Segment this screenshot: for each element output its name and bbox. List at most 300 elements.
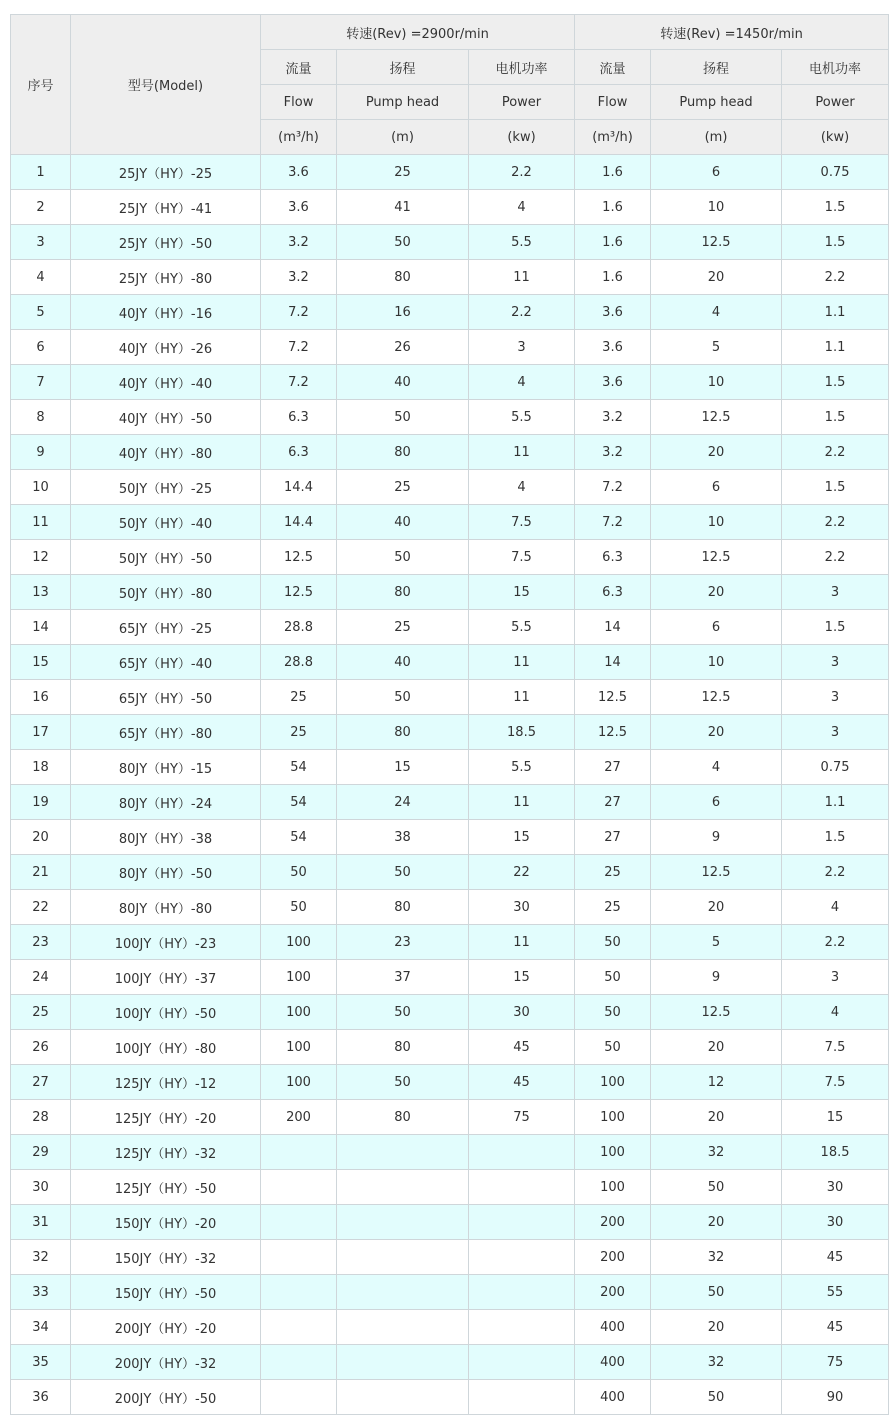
- flow-cn-header: 流量: [575, 50, 651, 85]
- cell-no: 15: [11, 645, 71, 680]
- table-row: [11, 680, 889, 715]
- cell-no: 33: [11, 1275, 71, 1310]
- cell-head-1450: 5: [651, 330, 782, 365]
- cell-flow-1450: 100: [575, 1135, 651, 1170]
- cell-flow-2900: 3.2: [261, 225, 337, 260]
- cell-flow-2900: 7.2: [261, 330, 337, 365]
- cell-power-1450: 90: [782, 1380, 889, 1415]
- cell-no: 10: [11, 470, 71, 505]
- cell-flow-2900: 6.3: [261, 400, 337, 435]
- table-row: [11, 645, 889, 680]
- cell-power-2900: 5.5: [469, 400, 575, 435]
- cell-head-1450: 12.5: [651, 680, 782, 715]
- cell-model: 40JY（HY）-80: [71, 435, 261, 470]
- cell-flow-1450: 12.5: [575, 715, 651, 750]
- cell-no: 36: [11, 1380, 71, 1415]
- cell-flow-1450: 400: [575, 1345, 651, 1380]
- cell-head-2900: 50: [337, 225, 469, 260]
- cell-power-1450: 18.5: [782, 1135, 889, 1170]
- cell-head-2900: 50: [337, 855, 469, 890]
- table-row: [11, 1240, 889, 1275]
- cell-head-1450: 50: [651, 1380, 782, 1415]
- cell-power-1450: 45: [782, 1310, 889, 1345]
- cell-head-1450: 9: [651, 820, 782, 855]
- cell-power-1450: 1.5: [782, 225, 889, 260]
- cell-head-1450: 6: [651, 610, 782, 645]
- cell-flow-2900: 200: [261, 1100, 337, 1135]
- cell-head-2900: [337, 1310, 469, 1345]
- cell-model: 25JY（HY）-25: [71, 155, 261, 190]
- table-row: [11, 505, 889, 540]
- cell-flow-1450: 3.6: [575, 295, 651, 330]
- cell-model: 150JY（HY）-20: [71, 1205, 261, 1240]
- cell-no: 32: [11, 1240, 71, 1275]
- cell-head-2900: 25: [337, 470, 469, 505]
- cell-model: 125JY（HY）-32: [71, 1135, 261, 1170]
- cell-head-1450: 9: [651, 960, 782, 995]
- cell-model: 100JY（HY）-37: [71, 960, 261, 995]
- table-row: [11, 1310, 889, 1345]
- cell-flow-1450: 3.2: [575, 435, 651, 470]
- cell-flow-2900: 54: [261, 820, 337, 855]
- table-row: [11, 1135, 889, 1170]
- cell-model: 65JY（HY）-80: [71, 715, 261, 750]
- cell-flow-1450: 50: [575, 1030, 651, 1065]
- cell-head-2900: 41: [337, 190, 469, 225]
- cell-no: 12: [11, 540, 71, 575]
- cell-power-2900: 4: [469, 470, 575, 505]
- cell-power-2900: 18.5: [469, 715, 575, 750]
- cell-flow-1450: 27: [575, 785, 651, 820]
- table-row: [11, 155, 889, 190]
- cell-flow-1450: 400: [575, 1380, 651, 1415]
- cell-power-1450: 3: [782, 645, 889, 680]
- cell-model: 65JY（HY）-25: [71, 610, 261, 645]
- cell-power-1450: 30: [782, 1170, 889, 1205]
- head-en-header: Pump head: [651, 85, 782, 120]
- cell-head-2900: 40: [337, 365, 469, 400]
- cell-flow-2900: 12.5: [261, 575, 337, 610]
- cell-power-1450: 2.2: [782, 540, 889, 575]
- cell-power-1450: 3: [782, 960, 889, 995]
- table-body: [11, 155, 889, 1415]
- cell-head-1450: 6: [651, 155, 782, 190]
- cell-head-2900: 38: [337, 820, 469, 855]
- cell-head-2900: 16: [337, 295, 469, 330]
- cell-model: 80JY（HY）-80: [71, 890, 261, 925]
- cell-power-2900: [469, 1310, 575, 1345]
- cell-flow-1450: 50: [575, 995, 651, 1030]
- cell-model: 40JY（HY）-26: [71, 330, 261, 365]
- cell-flow-2900: 3.6: [261, 190, 337, 225]
- cell-flow-2900: 7.2: [261, 365, 337, 400]
- cell-head-2900: 50: [337, 400, 469, 435]
- cell-model: 40JY（HY）-40: [71, 365, 261, 400]
- cell-no: 28: [11, 1100, 71, 1135]
- cell-no: 18: [11, 750, 71, 785]
- cell-head-1450: 50: [651, 1170, 782, 1205]
- cell-power-1450: 1.5: [782, 470, 889, 505]
- cell-no: 34: [11, 1310, 71, 1345]
- power-unit-header: (kw): [782, 120, 889, 155]
- cell-power-1450: 2.2: [782, 505, 889, 540]
- cell-model: 40JY（HY）-16: [71, 295, 261, 330]
- cell-no: 27: [11, 1065, 71, 1100]
- cell-model: 125JY（HY）-12: [71, 1065, 261, 1100]
- cell-model: 100JY（HY）-80: [71, 1030, 261, 1065]
- cell-model: 65JY（HY）-40: [71, 645, 261, 680]
- cell-no: 21: [11, 855, 71, 890]
- cell-power-2900: [469, 1345, 575, 1380]
- cell-head-1450: 20: [651, 1030, 782, 1065]
- table-row: [11, 190, 889, 225]
- cell-flow-2900: [261, 1170, 337, 1205]
- cell-power-1450: 7.5: [782, 1030, 889, 1065]
- cell-no: 19: [11, 785, 71, 820]
- cell-flow-2900: 50: [261, 855, 337, 890]
- cell-flow-2900: 6.3: [261, 435, 337, 470]
- cell-power-2900: 11: [469, 925, 575, 960]
- cell-flow-2900: 100: [261, 1065, 337, 1100]
- cell-head-2900: 80: [337, 1030, 469, 1065]
- cell-flow-1450: 100: [575, 1170, 651, 1205]
- cell-head-1450: 20: [651, 1205, 782, 1240]
- cell-model: 200JY（HY）-32: [71, 1345, 261, 1380]
- cell-head-1450: 10: [651, 190, 782, 225]
- cell-no: 3: [11, 225, 71, 260]
- cell-head-1450: 5: [651, 925, 782, 960]
- col-no-header: 序号: [11, 15, 71, 155]
- flow-unit-header: (m³/h): [261, 120, 337, 155]
- table-row: [11, 365, 889, 400]
- table-row: [11, 890, 889, 925]
- cell-model: 80JY（HY）-24: [71, 785, 261, 820]
- cell-head-2900: 80: [337, 890, 469, 925]
- cell-head-1450: 50: [651, 1275, 782, 1310]
- cell-no: 29: [11, 1135, 71, 1170]
- cell-power-2900: 11: [469, 785, 575, 820]
- cell-head-2900: 24: [337, 785, 469, 820]
- cell-head-1450: 4: [651, 750, 782, 785]
- cell-flow-2900: 12.5: [261, 540, 337, 575]
- cell-power-1450: 0.75: [782, 750, 889, 785]
- cell-head-1450: 6: [651, 470, 782, 505]
- cell-power-2900: 75: [469, 1100, 575, 1135]
- cell-head-1450: 32: [651, 1345, 782, 1380]
- cell-power-2900: 30: [469, 995, 575, 1030]
- cell-head-2900: 40: [337, 645, 469, 680]
- cell-head-2900: [337, 1170, 469, 1205]
- cell-power-1450: 75: [782, 1345, 889, 1380]
- cell-power-2900: 22: [469, 855, 575, 890]
- cell-flow-1450: 3.6: [575, 330, 651, 365]
- cell-power-2900: 45: [469, 1030, 575, 1065]
- table-row: [11, 1380, 889, 1415]
- power-cn-header: 电机功率: [782, 50, 889, 85]
- cell-model: 80JY（HY）-38: [71, 820, 261, 855]
- cell-power-1450: 4: [782, 890, 889, 925]
- cell-power-2900: 11: [469, 680, 575, 715]
- cell-head-2900: 40: [337, 505, 469, 540]
- cell-flow-2900: 100: [261, 960, 337, 995]
- table-row: [11, 295, 889, 330]
- cell-head-1450: 12.5: [651, 855, 782, 890]
- cell-head-1450: 20: [651, 1100, 782, 1135]
- cell-flow-2900: [261, 1345, 337, 1380]
- cell-model: 50JY（HY）-50: [71, 540, 261, 575]
- cell-power-1450: 30: [782, 1205, 889, 1240]
- cell-head-1450: 20: [651, 1310, 782, 1345]
- cell-power-1450: 15: [782, 1100, 889, 1135]
- cell-head-1450: 20: [651, 260, 782, 295]
- cell-power-2900: [469, 1380, 575, 1415]
- flow-en-header: Flow: [261, 85, 337, 120]
- cell-power-2900: 5.5: [469, 610, 575, 645]
- cell-power-1450: 2.2: [782, 260, 889, 295]
- table-row: [11, 750, 889, 785]
- power-en-header: Power: [469, 85, 575, 120]
- cell-flow-1450: 7.2: [575, 470, 651, 505]
- head-unit-header: (m): [651, 120, 782, 155]
- cell-flow-1450: 25: [575, 890, 651, 925]
- cell-no: 22: [11, 890, 71, 925]
- cell-power-2900: 4: [469, 190, 575, 225]
- cell-power-1450: 1.1: [782, 295, 889, 330]
- cell-no: 7: [11, 365, 71, 400]
- cell-flow-2900: 54: [261, 785, 337, 820]
- cell-head-2900: [337, 1345, 469, 1380]
- cell-flow-2900: [261, 1240, 337, 1275]
- cell-power-1450: 1.5: [782, 365, 889, 400]
- cell-head-2900: [337, 1275, 469, 1310]
- cell-model: 150JY（HY）-32: [71, 1240, 261, 1275]
- cell-flow-2900: 100: [261, 995, 337, 1030]
- cell-model: 50JY（HY）-25: [71, 470, 261, 505]
- table-row: [11, 1205, 889, 1240]
- cell-flow-1450: 12.5: [575, 680, 651, 715]
- cell-flow-1450: 1.6: [575, 225, 651, 260]
- cell-head-1450: 32: [651, 1240, 782, 1275]
- cell-head-1450: 20: [651, 715, 782, 750]
- cell-model: 125JY（HY）-50: [71, 1170, 261, 1205]
- rev-1450-header: 转速(Rev) =1450r/min: [575, 15, 889, 50]
- cell-power-1450: 7.5: [782, 1065, 889, 1100]
- cell-no: 6: [11, 330, 71, 365]
- cell-model: 150JY（HY）-50: [71, 1275, 261, 1310]
- cell-power-2900: 11: [469, 645, 575, 680]
- cell-flow-1450: 100: [575, 1100, 651, 1135]
- table-row: [11, 260, 889, 295]
- table-row: [11, 470, 889, 505]
- head-unit-header: (m): [337, 120, 469, 155]
- cell-flow-1450: 1.6: [575, 190, 651, 225]
- cell-no: 16: [11, 680, 71, 715]
- table-row: [11, 820, 889, 855]
- cell-flow-1450: 3.6: [575, 365, 651, 400]
- cell-head-1450: 12.5: [651, 995, 782, 1030]
- head-cn-header: 扬程: [651, 50, 782, 85]
- cell-head-2900: [337, 1240, 469, 1275]
- cell-power-1450: 4: [782, 995, 889, 1030]
- cell-head-1450: 6: [651, 785, 782, 820]
- table-row: [11, 715, 889, 750]
- cell-flow-2900: 7.2: [261, 295, 337, 330]
- cell-model: 100JY（HY）-23: [71, 925, 261, 960]
- cell-power-2900: [469, 1275, 575, 1310]
- table-row: [11, 1030, 889, 1065]
- table-row: [11, 400, 889, 435]
- cell-no: 26: [11, 1030, 71, 1065]
- cell-model: 25JY（HY）-80: [71, 260, 261, 295]
- cell-head-2900: 15: [337, 750, 469, 785]
- table-header: [11, 15, 889, 155]
- table-row: [11, 610, 889, 645]
- cell-no: 5: [11, 295, 71, 330]
- cell-head-2900: 80: [337, 435, 469, 470]
- cell-head-2900: 50: [337, 995, 469, 1030]
- cell-power-2900: 7.5: [469, 540, 575, 575]
- cell-model: 65JY（HY）-50: [71, 680, 261, 715]
- cell-head-2900: 50: [337, 540, 469, 575]
- table-row: [11, 995, 889, 1030]
- cell-flow-2900: 3.6: [261, 155, 337, 190]
- cell-flow-1450: 50: [575, 960, 651, 995]
- cell-power-2900: 15: [469, 960, 575, 995]
- cell-power-2900: 30: [469, 890, 575, 925]
- cell-power-2900: [469, 1170, 575, 1205]
- cell-head-2900: 80: [337, 715, 469, 750]
- cell-model: 25JY（HY）-50: [71, 225, 261, 260]
- cell-flow-1450: 3.2: [575, 400, 651, 435]
- cell-flow-1450: 6.3: [575, 575, 651, 610]
- cell-head-1450: 12: [651, 1065, 782, 1100]
- table-row: [11, 1170, 889, 1205]
- cell-no: 4: [11, 260, 71, 295]
- cell-head-1450: 10: [651, 365, 782, 400]
- cell-power-1450: 2.2: [782, 925, 889, 960]
- cell-power-2900: 7.5: [469, 505, 575, 540]
- cell-power-1450: 45: [782, 1240, 889, 1275]
- cell-flow-2900: 14.4: [261, 470, 337, 505]
- cell-head-1450: 10: [651, 645, 782, 680]
- flow-en-header: Flow: [575, 85, 651, 120]
- cell-power-1450: 3: [782, 715, 889, 750]
- cell-no: 30: [11, 1170, 71, 1205]
- cell-no: 23: [11, 925, 71, 960]
- cell-flow-2900: [261, 1135, 337, 1170]
- cell-head-1450: 4: [651, 295, 782, 330]
- cell-power-2900: 11: [469, 435, 575, 470]
- rev-2900-header: 转速(Rev) =2900r/min: [261, 15, 575, 50]
- cell-head-2900: 50: [337, 680, 469, 715]
- cell-power-2900: 11: [469, 260, 575, 295]
- cell-power-2900: 5.5: [469, 750, 575, 785]
- table-row: [11, 1100, 889, 1135]
- cell-power-1450: 2.2: [782, 855, 889, 890]
- cell-no: 35: [11, 1345, 71, 1380]
- cell-power-2900: 2.2: [469, 295, 575, 330]
- cell-head-1450: 20: [651, 435, 782, 470]
- table-row: [11, 330, 889, 365]
- cell-flow-2900: 100: [261, 1030, 337, 1065]
- cell-head-2900: 25: [337, 155, 469, 190]
- cell-model: 100JY（HY）-50: [71, 995, 261, 1030]
- cell-flow-2900: [261, 1380, 337, 1415]
- cell-flow-1450: 1.6: [575, 155, 651, 190]
- cell-flow-2900: [261, 1275, 337, 1310]
- cell-head-1450: 20: [651, 575, 782, 610]
- cell-flow-2900: 14.4: [261, 505, 337, 540]
- cell-power-1450: 3: [782, 575, 889, 610]
- table-row: [11, 855, 889, 890]
- table-row: [11, 435, 889, 470]
- cell-no: 8: [11, 400, 71, 435]
- power-unit-header: (kw): [469, 120, 575, 155]
- cell-power-2900: [469, 1205, 575, 1240]
- cell-flow-1450: 27: [575, 820, 651, 855]
- table-row: [11, 1065, 889, 1100]
- cell-head-2900: [337, 1380, 469, 1415]
- cell-no: 9: [11, 435, 71, 470]
- cell-flow-1450: 27: [575, 750, 651, 785]
- cell-head-2900: 80: [337, 260, 469, 295]
- cell-flow-1450: 7.2: [575, 505, 651, 540]
- cell-no: 24: [11, 960, 71, 995]
- cell-power-1450: 1.5: [782, 820, 889, 855]
- cell-power-2900: [469, 1135, 575, 1170]
- flow-unit-header: (m³/h): [575, 120, 651, 155]
- head-en-header: Pump head: [337, 85, 469, 120]
- cell-no: 31: [11, 1205, 71, 1240]
- cell-flow-2900: 54: [261, 750, 337, 785]
- cell-power-1450: 1.5: [782, 190, 889, 225]
- cell-head-2900: 23: [337, 925, 469, 960]
- cell-power-2900: 45: [469, 1065, 575, 1100]
- cell-no: 1: [11, 155, 71, 190]
- cell-flow-2900: [261, 1310, 337, 1345]
- cell-model: 40JY（HY）-50: [71, 400, 261, 435]
- cell-flow-1450: 6.3: [575, 540, 651, 575]
- cell-power-1450: 0.75: [782, 155, 889, 190]
- cell-power-2900: 2.2: [469, 155, 575, 190]
- flow-cn-header: 流量: [261, 50, 337, 85]
- cell-flow-2900: 28.8: [261, 610, 337, 645]
- cell-flow-2900: 100: [261, 925, 337, 960]
- cell-flow-1450: 200: [575, 1205, 651, 1240]
- cell-flow-2900: 25: [261, 680, 337, 715]
- cell-power-2900: 4: [469, 365, 575, 400]
- cell-head-1450: 32: [651, 1135, 782, 1170]
- cell-head-2900: 80: [337, 575, 469, 610]
- table-row: [11, 575, 889, 610]
- col-model-header: 型号(Model): [71, 15, 261, 155]
- table-row: [11, 1275, 889, 1310]
- cell-no: 11: [11, 505, 71, 540]
- cell-power-1450: 3: [782, 680, 889, 715]
- table-row: [11, 960, 889, 995]
- cell-model: 25JY（HY）-41: [71, 190, 261, 225]
- cell-power-2900: 3: [469, 330, 575, 365]
- cell-head-2900: 50: [337, 1065, 469, 1100]
- cell-head-2900: [337, 1135, 469, 1170]
- cell-power-1450: 1.1: [782, 785, 889, 820]
- head-cn-header: 扬程: [337, 50, 469, 85]
- cell-flow-1450: 25: [575, 855, 651, 890]
- cell-flow-1450: 1.6: [575, 260, 651, 295]
- cell-flow-1450: 50: [575, 925, 651, 960]
- cell-power-1450: 2.2: [782, 435, 889, 470]
- cell-power-2900: 15: [469, 820, 575, 855]
